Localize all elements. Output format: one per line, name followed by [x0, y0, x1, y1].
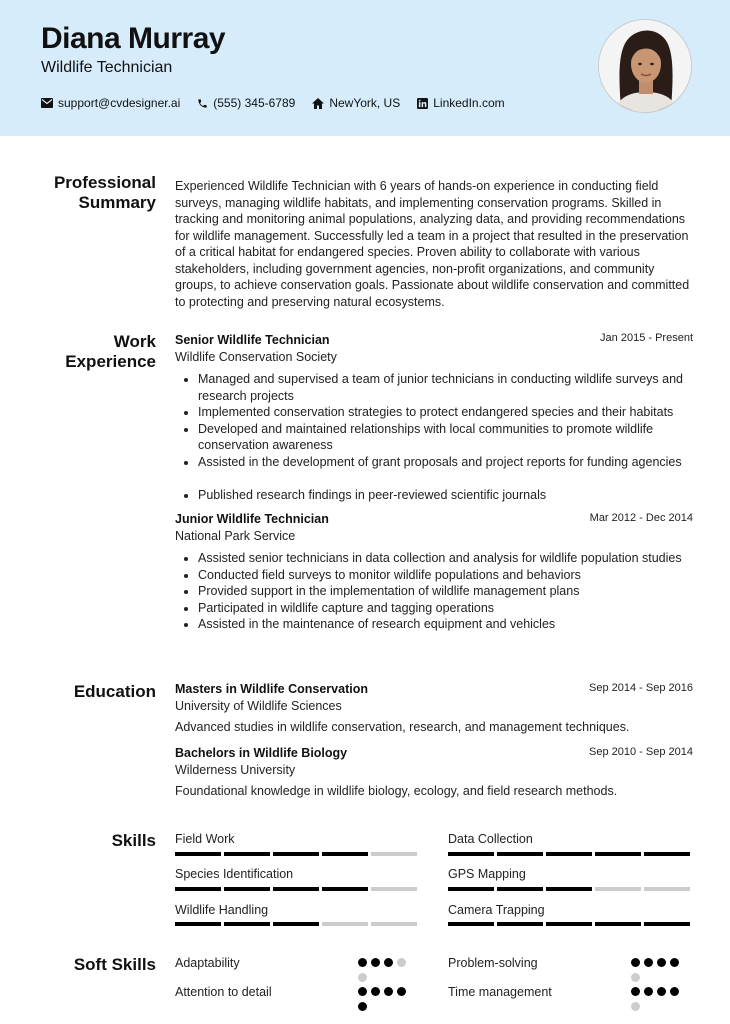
job-title: Senior Wildlife Technician — [175, 333, 330, 347]
skill-level-segment — [644, 922, 690, 926]
soft-skill-name: Attention to detail — [175, 985, 272, 999]
contact-linkedin[interactable] — [417, 96, 504, 110]
contact-row — [41, 96, 522, 110]
soft-skill-name: Problem-solving — [448, 956, 538, 970]
school-name: University of Wildlife Sciences — [175, 699, 342, 713]
soft-skill-level-dot — [631, 987, 640, 996]
experience-heading-line2: Experience — [65, 352, 156, 371]
skill-level-segment — [644, 887, 690, 891]
skill-name: Field Work — [175, 832, 235, 846]
soft-skill-level-dot — [384, 987, 393, 996]
job-bullet: • Developed and maintained relationships with local communities to promote wildlife conservation awareness — [198, 421, 718, 454]
summary-heading-line1: Professional — [53, 173, 156, 192]
soft-skill-level-dot — [644, 958, 653, 967]
soft-skill-level-dot — [657, 987, 666, 996]
summary-text: Experienced Wildlife Technician with 6 years of hands-on experience in conducting field surveys, managing wildlife habitats, and implementing conservation programs. Skilled in tracking and monitoring animal populations, analyzing data, and providing recommendations for wildlife management. Successfully led a team in a project that resulted in the preservation of a critical habitat for endangered species. Proven ability to collaborate with various stakeholders, including government agencies, non-profit organizations, and community groups, to achieve conservation goals. Passionate about wildlife conservation and committed to protecting and preserving natural ecosystems. — [175, 179, 690, 309]
contact-email[interactable] — [41, 96, 180, 110]
job-bullets — [175, 371, 718, 503]
skill-level-bar — [448, 852, 693, 856]
education-dates: Sep 2010 - Sep 2014 — [589, 746, 693, 758]
contact-phone[interactable] — [197, 96, 295, 110]
skill-level-segment — [497, 922, 543, 926]
skill-level-segment — [224, 887, 270, 891]
job-bullet: • Published research findings in peer-reviewed scientific journals — [198, 487, 718, 504]
soft-skill-level-dot — [371, 958, 380, 967]
skill-name: Species Identification — [175, 867, 294, 881]
skill-level-segment — [273, 852, 319, 856]
education-heading: Education — [73, 682, 156, 701]
skill-level-segment — [546, 922, 592, 926]
soft-skill-level-dot — [670, 987, 679, 996]
candidate-name: Diana Murray — [41, 22, 226, 55]
job-title: Junior Wildlife Technician — [175, 512, 329, 526]
skill-level-segment — [322, 852, 368, 856]
skill-level-segment — [497, 887, 543, 891]
soft-skill-level-dot — [384, 958, 393, 967]
skill-level-segment — [546, 852, 592, 856]
resume-header — [0, 0, 730, 136]
job-bullet: • Assisted in the maintenance of research equipment and vehicles — [198, 616, 718, 633]
job-bullet: • Assisted in the development of grant proposals and project reports for funding agencies — [198, 454, 718, 471]
soft-skill-level-dot — [670, 958, 679, 967]
job-dates: Mar 2012 - Dec 2014 — [589, 512, 693, 524]
skills-heading: Skills — [111, 831, 156, 850]
skill-level-segment — [273, 922, 319, 926]
skill-level-segment — [224, 852, 270, 856]
job-bullet: • Conducted field surveys to monitor wildlife populations and behaviors — [198, 567, 718, 584]
skill-level-segment — [322, 887, 368, 891]
skill-level-segment — [273, 887, 319, 891]
skill-level-segment — [224, 922, 270, 926]
skill-level-segment — [595, 852, 641, 856]
phone-icon — [197, 98, 208, 109]
experience-heading-line1: Work — [113, 332, 156, 351]
soft-skill-level-dot — [358, 958, 367, 967]
skill-level-segment — [595, 922, 641, 926]
job-organization: Wildlife Conservation Society — [175, 350, 337, 364]
soft-skill-level-dots — [631, 958, 687, 988]
skill-level-segment — [644, 852, 690, 856]
skill-level-segment — [595, 887, 641, 891]
soft-skill-level-dot — [631, 973, 640, 982]
skill-level-segment — [322, 922, 368, 926]
soft-skill-level-dot — [358, 987, 367, 996]
linkedin-text: LinkedIn.com — [433, 96, 505, 110]
skill-level-bar — [175, 887, 420, 891]
envelope-icon — [41, 98, 53, 108]
experience-heading — [40, 332, 156, 372]
degree-title: Masters in Wildlife Conservation — [175, 682, 368, 696]
profile-photo — [598, 19, 692, 113]
skill-name: GPS Mapping — [448, 867, 526, 881]
linkedin-icon — [417, 98, 428, 109]
location-text: NewYork, US — [329, 96, 401, 110]
skill-level-segment — [371, 852, 417, 856]
education-description: Foundational knowledge in wildlife biology, ecology, and field research methods. — [175, 784, 618, 798]
education-dates: Sep 2014 - Sep 2016 — [589, 682, 693, 694]
skill-level-segment — [371, 922, 417, 926]
soft-skill-level-dot — [631, 958, 640, 967]
summary-heading — [40, 173, 156, 213]
job-bullet: • Managed and supervised a team of junior technicians in conducting wildlife surveys and research projects — [198, 371, 718, 404]
skill-level-bar — [175, 852, 420, 856]
soft-skills-heading: Soft Skills — [73, 955, 156, 974]
job-bullet: • Participated in wildlife capture and tagging operations — [198, 600, 718, 617]
skill-level-bar — [448, 887, 693, 891]
soft-skill-level-dots — [631, 987, 687, 1017]
soft-skill-level-dot — [397, 958, 406, 967]
skill-level-segment — [175, 852, 221, 856]
skill-name: Camera Trapping — [448, 903, 545, 917]
contact-location — [312, 96, 400, 110]
phone-text: (555) 345-6789 — [213, 96, 296, 110]
skill-name: Wildlife Handling — [175, 903, 269, 917]
summary-heading-line2: Summary — [78, 193, 156, 212]
skill-level-bar — [448, 922, 693, 926]
job-dates: Jan 2015 - Present — [600, 332, 693, 344]
soft-skill-level-dot — [371, 987, 380, 996]
soft-skill-level-dot — [397, 987, 406, 996]
job-bullet: • Implemented conservation strategies to protect endangered species and their habitats — [198, 404, 718, 421]
degree-title: Bachelors in Wildlife Biology — [175, 746, 348, 760]
soft-skill-level-dots — [358, 958, 414, 988]
job-organization: National Park Service — [175, 529, 296, 543]
skill-level-segment — [448, 887, 494, 891]
soft-skill-name: Time management — [448, 985, 552, 999]
job-bullet: • Assisted senior technicians in data collection and analysis for wildlife population studies — [198, 550, 718, 567]
skill-level-segment — [371, 887, 417, 891]
skill-level-segment — [448, 852, 494, 856]
skill-level-segment — [546, 887, 592, 891]
job-bullet: • Provided support in the implementation of wildlife management plans — [198, 583, 718, 600]
soft-skill-level-dot — [631, 1002, 640, 1011]
soft-skill-name: Adaptability — [175, 956, 240, 970]
skill-level-bar — [175, 922, 420, 926]
soft-skill-level-dot — [358, 973, 367, 982]
school-name: Wilderness University — [175, 763, 296, 777]
email-text: support@cvdesigner.ai — [58, 96, 181, 110]
soft-skill-level-dot — [644, 987, 653, 996]
home-icon — [312, 98, 324, 109]
soft-skill-level-dot — [358, 1002, 367, 1011]
candidate-title: Wildlife Technician — [41, 59, 173, 76]
skill-name: Data Collection — [448, 832, 533, 846]
skill-level-segment — [448, 922, 494, 926]
skill-level-segment — [175, 887, 221, 891]
soft-skill-level-dot — [657, 958, 666, 967]
education-description: Advanced studies in wildlife conservation, research, and management techniques. — [175, 720, 630, 734]
soft-skill-level-dots — [358, 987, 414, 1017]
job-bullets — [175, 550, 718, 633]
skill-level-segment — [175, 922, 221, 926]
skill-level-segment — [497, 852, 543, 856]
